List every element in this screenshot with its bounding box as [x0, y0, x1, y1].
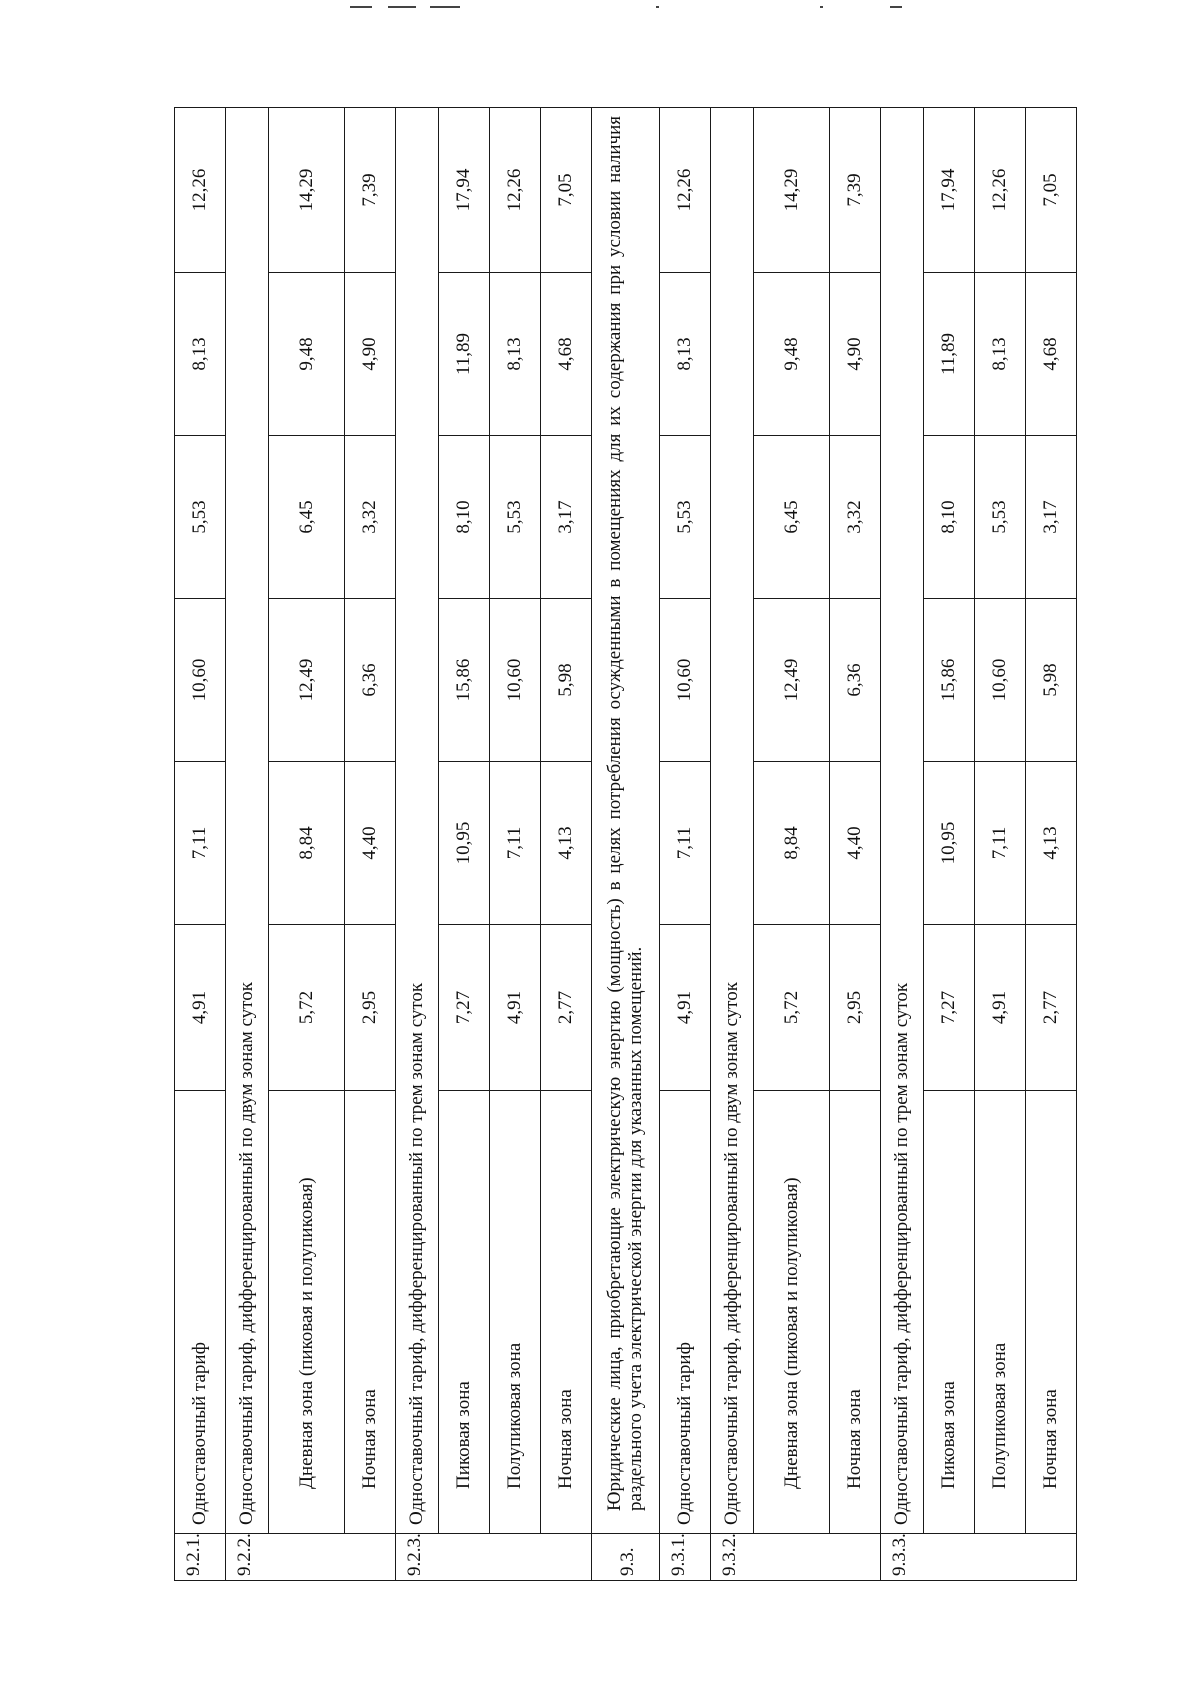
cell-value: 4,91 [660, 925, 711, 1091]
row-label: Дневная зона (пиковая и полупиковая) [269, 1091, 345, 1534]
table-row [345, 108, 396, 1581]
row-code: 9.3.2. [710, 1534, 880, 1581]
cell-value: 10,60 [660, 599, 711, 762]
cell-value: 12,26 [490, 108, 541, 273]
table-row [175, 108, 226, 1581]
cell-value: 14,29 [754, 108, 830, 273]
row-label: Пиковая зона [924, 1091, 975, 1534]
cell-value: 8,13 [490, 273, 541, 436]
row-label: Одноставочный тариф [175, 1091, 226, 1534]
scan-artifacts [330, 6, 970, 12]
row-label: Ночная зона [1026, 1091, 1077, 1534]
cell-value: 8,10 [439, 436, 490, 599]
section-label: Юридические лица, приобретающие электрическую энергию (мощность) в целях потребления осужденными в помещениях для их содержания при условии наличия раздельного учета электрической энергии для указанных помещений. [591, 108, 659, 1534]
cell-value: 4,68 [1026, 273, 1077, 436]
table-row [591, 108, 659, 1581]
cell-value: 17,94 [439, 108, 490, 273]
cell-value: 4,90 [830, 273, 881, 436]
cell-value: 10,60 [490, 599, 541, 762]
cell-value: 9,48 [269, 273, 345, 436]
table-row [540, 108, 591, 1581]
table-row [710, 108, 754, 1581]
table-row [830, 108, 881, 1581]
table-row [225, 108, 269, 1581]
cell-value: 14,29 [269, 108, 345, 273]
cell-value: 5,98 [1026, 599, 1077, 762]
cell-value: 4,91 [975, 925, 1026, 1091]
cell-value: 15,86 [924, 599, 975, 762]
cell-value: 4,13 [540, 762, 591, 925]
cell-value: 7,05 [1026, 108, 1077, 273]
cell-value: 12,49 [754, 599, 830, 762]
row-label: Полупиковая зона [975, 1091, 1026, 1534]
table-row [880, 108, 924, 1581]
cell-value: 12,49 [269, 599, 345, 762]
cell-value: 6,36 [830, 599, 881, 762]
cell-value: 4,68 [540, 273, 591, 436]
cell-value: 8,84 [754, 762, 830, 925]
row-label: Полупиковая зона [490, 1091, 541, 1534]
cell-value: 10,60 [175, 599, 226, 762]
row-label: Одноставочный тариф, дифференцированный по двум зонам суток [225, 108, 269, 1534]
cell-value: 8,10 [924, 436, 975, 599]
cell-value: 5,98 [540, 599, 591, 762]
row-label: Одноставочный тариф, дифференцированный по двум зонам суток [710, 108, 754, 1534]
cell-value: 5,72 [754, 925, 830, 1091]
table-row [395, 108, 439, 1581]
cell-value: 4,91 [175, 925, 226, 1091]
row-code: 9.2.1. [175, 1534, 226, 1581]
row-label: Ночная зона [345, 1091, 396, 1534]
cell-value: 11,89 [924, 273, 975, 436]
cell-value: 12,26 [175, 108, 226, 273]
row-label: Одноставочный тариф [660, 1091, 711, 1534]
table-row [269, 108, 345, 1581]
table-row [660, 108, 711, 1581]
cell-value: 10,95 [924, 762, 975, 925]
cell-value: 6,45 [754, 436, 830, 599]
cell-value: 3,32 [830, 436, 881, 599]
row-label: Ночная зона [540, 1091, 591, 1534]
cell-value: 3,17 [540, 436, 591, 599]
cell-value: 11,89 [439, 273, 490, 436]
cell-value: 4,40 [345, 762, 396, 925]
cell-value: 2,95 [830, 925, 881, 1091]
cell-value: 8,13 [975, 273, 1026, 436]
cell-value: 2,77 [1026, 925, 1077, 1091]
cell-value: 4,40 [830, 762, 881, 925]
cell-value: 8,84 [269, 762, 345, 925]
cell-value: 4,90 [345, 273, 396, 436]
cell-value: 8,13 [175, 273, 226, 436]
table-row [490, 108, 541, 1581]
table-row [439, 108, 490, 1581]
cell-value: 5,53 [490, 436, 541, 599]
cell-value: 7,27 [439, 925, 490, 1091]
table-row [754, 108, 830, 1581]
cell-value: 17,94 [924, 108, 975, 273]
cell-value: 7,11 [660, 762, 711, 925]
cell-value: 7,11 [490, 762, 541, 925]
row-code: 9.3.3. [880, 1534, 1076, 1581]
rotated-page [174, 108, 1077, 1581]
row-code: 9.2.3. [395, 1534, 591, 1581]
cell-value: 4,13 [1026, 762, 1077, 925]
cell-value: 5,72 [269, 925, 345, 1091]
row-code: 9.3.1. [660, 1534, 711, 1581]
cell-value: 3,32 [345, 436, 396, 599]
cell-value: 7,05 [540, 108, 591, 273]
cell-value: 7,11 [975, 762, 1026, 925]
table-row [924, 108, 975, 1581]
cell-value: 10,95 [439, 762, 490, 925]
cell-value: 12,26 [975, 108, 1026, 273]
cell-value: 7,39 [830, 108, 881, 273]
row-code: 9.3. [591, 1534, 659, 1581]
cell-value: 5,53 [975, 436, 1026, 599]
cell-value: 8,13 [660, 273, 711, 436]
cell-value: 7,11 [175, 762, 226, 925]
cell-value: 10,60 [975, 599, 1026, 762]
cell-value: 7,27 [924, 925, 975, 1091]
cell-value: 6,36 [345, 599, 396, 762]
row-label: Одноставочный тариф, дифференцированный по трем зонам суток [395, 108, 439, 1534]
cell-value: 4,91 [490, 925, 541, 1091]
cell-value: 2,95 [345, 925, 396, 1091]
cell-value: 5,53 [660, 436, 711, 599]
row-label: Ночная зона [830, 1091, 881, 1534]
tariff-table [174, 107, 1077, 1581]
cell-value: 3,17 [1026, 436, 1077, 599]
cell-value: 12,26 [660, 108, 711, 273]
cell-value: 15,86 [439, 599, 490, 762]
row-label: Пиковая зона [439, 1091, 490, 1534]
cell-value: 6,45 [269, 436, 345, 599]
table-row [975, 108, 1026, 1581]
cell-value: 5,53 [175, 436, 226, 599]
cell-value: 7,39 [345, 108, 396, 273]
cell-value: 9,48 [754, 273, 830, 436]
cell-value: 2,77 [540, 925, 591, 1091]
row-code: 9.2.2. [225, 1534, 395, 1581]
row-label: Дневная зона (пиковая и полупиковая) [754, 1091, 830, 1534]
row-label: Одноставочный тариф, дифференцированный по трем зонам суток [880, 108, 924, 1534]
table-row [1026, 108, 1077, 1581]
